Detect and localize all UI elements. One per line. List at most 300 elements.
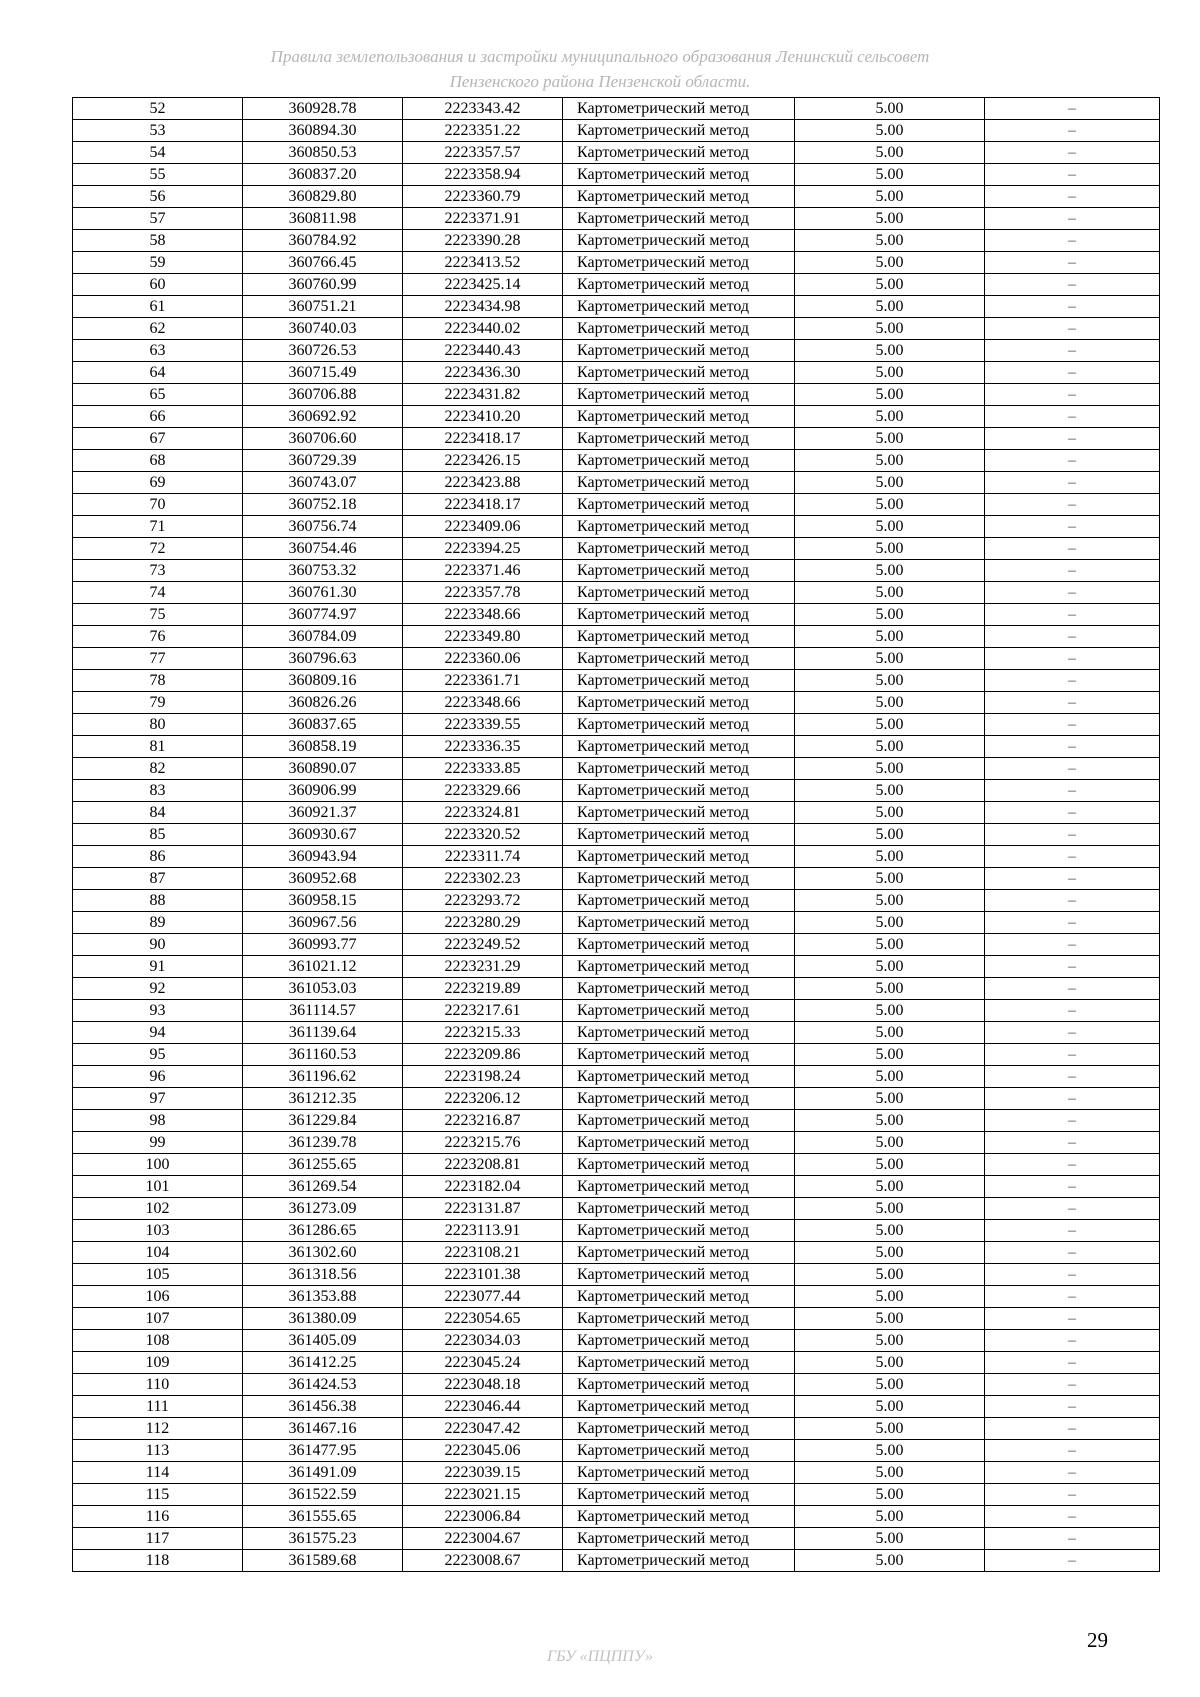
- accuracy-cell: 5.00: [795, 1418, 985, 1440]
- note-cell: –: [985, 296, 1160, 318]
- y-coordinate-cell: 2223357.78: [403, 582, 563, 604]
- y-coordinate-cell: 2223108.21: [403, 1242, 563, 1264]
- accuracy-cell: 5.00: [795, 978, 985, 1000]
- point-number-cell: 81: [73, 736, 243, 758]
- y-coordinate-cell: 2223434.98: [403, 296, 563, 318]
- note-cell: –: [985, 362, 1160, 384]
- note-cell: –: [985, 1264, 1160, 1286]
- point-number-cell: 52: [73, 98, 243, 120]
- point-number-cell: 99: [73, 1132, 243, 1154]
- accuracy-cell: 5.00: [795, 1396, 985, 1418]
- accuracy-cell: 5.00: [795, 1330, 985, 1352]
- table-row: [73, 186, 1160, 208]
- table-row: [73, 340, 1160, 362]
- point-number-cell: 104: [73, 1242, 243, 1264]
- y-coordinate-cell: 2223349.80: [403, 626, 563, 648]
- note-cell: –: [985, 802, 1160, 824]
- accuracy-cell: 5.00: [795, 1484, 985, 1506]
- accuracy-cell: 5.00: [795, 780, 985, 802]
- y-coordinate-cell: 2223390.28: [403, 230, 563, 252]
- note-cell: –: [985, 186, 1160, 208]
- y-coordinate-cell: 2223413.52: [403, 252, 563, 274]
- point-number-cell: 53: [73, 120, 243, 142]
- note-cell: –: [985, 582, 1160, 604]
- x-coordinate-cell: 361269.54: [243, 1176, 403, 1198]
- y-coordinate-cell: 2223425.14: [403, 274, 563, 296]
- x-coordinate-cell: 361255.65: [243, 1154, 403, 1176]
- note-cell: –: [985, 538, 1160, 560]
- y-coordinate-cell: 2223101.38: [403, 1264, 563, 1286]
- table-row: [73, 1308, 1160, 1330]
- x-coordinate-cell: 360756.74: [243, 516, 403, 538]
- accuracy-cell: 5.00: [795, 824, 985, 846]
- y-coordinate-cell: 2223302.23: [403, 868, 563, 890]
- note-cell: –: [985, 1462, 1160, 1484]
- x-coordinate-cell: 360729.39: [243, 450, 403, 472]
- accuracy-cell: 5.00: [795, 252, 985, 274]
- x-coordinate-cell: 360890.07: [243, 758, 403, 780]
- note-cell: –: [985, 516, 1160, 538]
- x-coordinate-cell: 361589.68: [243, 1550, 403, 1572]
- note-cell: –: [985, 868, 1160, 890]
- note-cell: –: [985, 1308, 1160, 1330]
- x-coordinate-cell: 360752.18: [243, 494, 403, 516]
- accuracy-cell: 5.00: [795, 626, 985, 648]
- note-cell: –: [985, 230, 1160, 252]
- accuracy-cell: 5.00: [795, 1462, 985, 1484]
- method-cell: Картометрический метод: [563, 318, 795, 340]
- table-row: [73, 1000, 1160, 1022]
- accuracy-cell: 5.00: [795, 890, 985, 912]
- method-cell: Картометрический метод: [563, 582, 795, 604]
- table-row: [73, 1352, 1160, 1374]
- method-cell: Картометрический метод: [563, 1352, 795, 1374]
- point-number-cell: 103: [73, 1220, 243, 1242]
- note-cell: –: [985, 120, 1160, 142]
- note-cell: –: [985, 472, 1160, 494]
- point-number-cell: 113: [73, 1440, 243, 1462]
- table-row: [73, 406, 1160, 428]
- accuracy-cell: 5.00: [795, 670, 985, 692]
- note-cell: –: [985, 494, 1160, 516]
- method-cell: Картометрический метод: [563, 450, 795, 472]
- point-number-cell: 79: [73, 692, 243, 714]
- point-number-cell: 80: [73, 714, 243, 736]
- x-coordinate-cell: 360858.19: [243, 736, 403, 758]
- y-coordinate-cell: 2223215.76: [403, 1132, 563, 1154]
- method-cell: Картометрический метод: [563, 274, 795, 296]
- method-cell: Картометрический метод: [563, 1484, 795, 1506]
- y-coordinate-cell: 2223336.35: [403, 736, 563, 758]
- x-coordinate-cell: 360784.09: [243, 626, 403, 648]
- y-coordinate-cell: 2223351.22: [403, 120, 563, 142]
- table-row: [73, 912, 1160, 934]
- x-coordinate-cell: 360766.45: [243, 252, 403, 274]
- x-coordinate-cell: 360740.03: [243, 318, 403, 340]
- y-coordinate-cell: 2223131.87: [403, 1198, 563, 1220]
- method-cell: Картометрический метод: [563, 1418, 795, 1440]
- note-cell: –: [985, 1352, 1160, 1374]
- accuracy-cell: 5.00: [795, 846, 985, 868]
- note-cell: –: [985, 758, 1160, 780]
- y-coordinate-cell: 2223329.66: [403, 780, 563, 802]
- x-coordinate-cell: 361412.25: [243, 1352, 403, 1374]
- table-row: [73, 802, 1160, 824]
- y-coordinate-cell: 2223371.46: [403, 560, 563, 582]
- accuracy-cell: 5.00: [795, 1264, 985, 1286]
- point-number-cell: 86: [73, 846, 243, 868]
- note-cell: –: [985, 428, 1160, 450]
- point-number-cell: 57: [73, 208, 243, 230]
- x-coordinate-cell: 361467.16: [243, 1418, 403, 1440]
- note-cell: –: [985, 670, 1160, 692]
- note-cell: –: [985, 824, 1160, 846]
- accuracy-cell: 5.00: [795, 560, 985, 582]
- method-cell: Картометрический метод: [563, 362, 795, 384]
- accuracy-cell: 5.00: [795, 384, 985, 406]
- table-row: [73, 1242, 1160, 1264]
- x-coordinate-cell: 360784.92: [243, 230, 403, 252]
- method-cell: Картометрический метод: [563, 1220, 795, 1242]
- method-cell: Картометрический метод: [563, 868, 795, 890]
- x-coordinate-cell: 361286.65: [243, 1220, 403, 1242]
- y-coordinate-cell: 2223293.72: [403, 890, 563, 912]
- note-cell: –: [985, 1286, 1160, 1308]
- method-cell: Картометрический метод: [563, 296, 795, 318]
- point-number-cell: 67: [73, 428, 243, 450]
- method-cell: Картометрический метод: [563, 1528, 795, 1550]
- table-row: [73, 868, 1160, 890]
- method-cell: Картометрический метод: [563, 560, 795, 582]
- y-coordinate-cell: 2223436.30: [403, 362, 563, 384]
- page-header: [0, 44, 1200, 94]
- y-coordinate-cell: 2223358.94: [403, 164, 563, 186]
- table-row: [73, 648, 1160, 670]
- table-row: [73, 758, 1160, 780]
- accuracy-cell: 5.00: [795, 98, 985, 120]
- y-coordinate-cell: 2223077.44: [403, 1286, 563, 1308]
- x-coordinate-cell: 360829.80: [243, 186, 403, 208]
- note-cell: –: [985, 340, 1160, 362]
- x-coordinate-cell: 360826.26: [243, 692, 403, 714]
- note-cell: –: [985, 692, 1160, 714]
- table-row: [73, 956, 1160, 978]
- note-cell: –: [985, 1154, 1160, 1176]
- table-row: [73, 582, 1160, 604]
- point-number-cell: 64: [73, 362, 243, 384]
- method-cell: Картометрический метод: [563, 1242, 795, 1264]
- y-coordinate-cell: 2223034.03: [403, 1330, 563, 1352]
- note-cell: –: [985, 1506, 1160, 1528]
- coordinates-table: [72, 97, 1160, 1572]
- table-row: [73, 1044, 1160, 1066]
- y-coordinate-cell: 2223208.81: [403, 1154, 563, 1176]
- accuracy-cell: 5.00: [795, 1440, 985, 1462]
- page-number: 29: [1087, 1628, 1108, 1652]
- x-coordinate-cell: 361353.88: [243, 1286, 403, 1308]
- table-row: [73, 362, 1160, 384]
- note-cell: –: [985, 1110, 1160, 1132]
- accuracy-cell: 5.00: [795, 362, 985, 384]
- page-footer: ГБУ «ПЦППУ»: [546, 1648, 654, 1665]
- method-cell: Картометрический метод: [563, 648, 795, 670]
- point-number-cell: 69: [73, 472, 243, 494]
- table-row: [73, 296, 1160, 318]
- accuracy-cell: 5.00: [795, 648, 985, 670]
- table-row: [73, 1022, 1160, 1044]
- y-coordinate-cell: 2223348.66: [403, 604, 563, 626]
- method-cell: Картометрический метод: [563, 252, 795, 274]
- point-number-cell: 74: [73, 582, 243, 604]
- table-row: [73, 626, 1160, 648]
- point-number-cell: 94: [73, 1022, 243, 1044]
- table-row: [73, 780, 1160, 802]
- accuracy-cell: 5.00: [795, 1198, 985, 1220]
- accuracy-cell: 5.00: [795, 582, 985, 604]
- point-number-cell: 61: [73, 296, 243, 318]
- accuracy-cell: 5.00: [795, 912, 985, 934]
- y-coordinate-cell: 2223182.04: [403, 1176, 563, 1198]
- x-coordinate-cell: 360837.65: [243, 714, 403, 736]
- method-cell: Картометрический метод: [563, 604, 795, 626]
- method-cell: Картометрический метод: [563, 428, 795, 450]
- accuracy-cell: 5.00: [795, 1110, 985, 1132]
- point-number-cell: 60: [73, 274, 243, 296]
- point-number-cell: 54: [73, 142, 243, 164]
- note-cell: –: [985, 604, 1160, 626]
- x-coordinate-cell: 361477.95: [243, 1440, 403, 1462]
- point-number-cell: 98: [73, 1110, 243, 1132]
- table-row: [73, 714, 1160, 736]
- y-coordinate-cell: 2223039.15: [403, 1462, 563, 1484]
- method-cell: Картометрический метод: [563, 912, 795, 934]
- point-number-cell: 82: [73, 758, 243, 780]
- y-coordinate-cell: 2223216.87: [403, 1110, 563, 1132]
- method-cell: Картометрический метод: [563, 516, 795, 538]
- note-cell: –: [985, 450, 1160, 472]
- table-row: [73, 428, 1160, 450]
- method-cell: Картометрический метод: [563, 1110, 795, 1132]
- y-coordinate-cell: 2223423.88: [403, 472, 563, 494]
- x-coordinate-cell: 361555.65: [243, 1506, 403, 1528]
- method-cell: Картометрический метод: [563, 1154, 795, 1176]
- accuracy-cell: 5.00: [795, 274, 985, 296]
- y-coordinate-cell: 2223021.15: [403, 1484, 563, 1506]
- point-number-cell: 71: [73, 516, 243, 538]
- point-number-cell: 70: [73, 494, 243, 516]
- table-row: [73, 208, 1160, 230]
- x-coordinate-cell: 360993.77: [243, 934, 403, 956]
- note-cell: –: [985, 1044, 1160, 1066]
- x-coordinate-cell: 360809.16: [243, 670, 403, 692]
- method-cell: Картометрический метод: [563, 472, 795, 494]
- note-cell: –: [985, 384, 1160, 406]
- accuracy-cell: 5.00: [795, 714, 985, 736]
- note-cell: –: [985, 1088, 1160, 1110]
- y-coordinate-cell: 2223418.17: [403, 428, 563, 450]
- method-cell: Картометрический метод: [563, 1506, 795, 1528]
- y-coordinate-cell: 2223004.67: [403, 1528, 563, 1550]
- accuracy-cell: 5.00: [795, 1308, 985, 1330]
- note-cell: –: [985, 1242, 1160, 1264]
- accuracy-cell: 5.00: [795, 1550, 985, 1572]
- x-coordinate-cell: 360706.60: [243, 428, 403, 450]
- point-number-cell: 111: [73, 1396, 243, 1418]
- table-row: [73, 98, 1160, 120]
- y-coordinate-cell: 2223046.44: [403, 1396, 563, 1418]
- table-row: [73, 1264, 1160, 1286]
- accuracy-cell: 5.00: [795, 934, 985, 956]
- method-cell: Картометрический метод: [563, 1264, 795, 1286]
- method-cell: Картометрический метод: [563, 538, 795, 560]
- note-cell: –: [985, 648, 1160, 670]
- x-coordinate-cell: 360850.53: [243, 142, 403, 164]
- y-coordinate-cell: 2223280.29: [403, 912, 563, 934]
- x-coordinate-cell: 360715.49: [243, 362, 403, 384]
- note-cell: –: [985, 274, 1160, 296]
- accuracy-cell: 5.00: [795, 164, 985, 186]
- accuracy-cell: 5.00: [795, 1176, 985, 1198]
- y-coordinate-cell: 2223206.12: [403, 1088, 563, 1110]
- x-coordinate-cell: 361318.56: [243, 1264, 403, 1286]
- table-row: [73, 890, 1160, 912]
- table-row: [73, 230, 1160, 252]
- accuracy-cell: 5.00: [795, 692, 985, 714]
- y-coordinate-cell: 2223217.61: [403, 1000, 563, 1022]
- accuracy-cell: 5.00: [795, 318, 985, 340]
- table-row: [73, 1110, 1160, 1132]
- table-row: [73, 824, 1160, 846]
- note-cell: –: [985, 736, 1160, 758]
- point-number-cell: 112: [73, 1418, 243, 1440]
- point-number-cell: 84: [73, 802, 243, 824]
- y-coordinate-cell: 2223343.42: [403, 98, 563, 120]
- accuracy-cell: 5.00: [795, 1242, 985, 1264]
- x-coordinate-cell: 360743.07: [243, 472, 403, 494]
- method-cell: Картометрический метод: [563, 758, 795, 780]
- accuracy-cell: 5.00: [795, 1066, 985, 1088]
- method-cell: Картометрический метод: [563, 1198, 795, 1220]
- note-cell: –: [985, 98, 1160, 120]
- point-number-cell: 102: [73, 1198, 243, 1220]
- note-cell: –: [985, 934, 1160, 956]
- method-cell: Картометрический метод: [563, 1462, 795, 1484]
- accuracy-cell: 5.00: [795, 1528, 985, 1550]
- y-coordinate-cell: 2223054.65: [403, 1308, 563, 1330]
- point-number-cell: 118: [73, 1550, 243, 1572]
- point-number-cell: 109: [73, 1352, 243, 1374]
- x-coordinate-cell: 360760.99: [243, 274, 403, 296]
- y-coordinate-cell: 2223361.71: [403, 670, 563, 692]
- y-coordinate-cell: 2223333.85: [403, 758, 563, 780]
- point-number-cell: 88: [73, 890, 243, 912]
- table-row: [73, 1528, 1160, 1550]
- method-cell: Картометрический метод: [563, 1396, 795, 1418]
- method-cell: Картометрический метод: [563, 208, 795, 230]
- table-row: [73, 1132, 1160, 1154]
- method-cell: Картометрический метод: [563, 890, 795, 912]
- note-cell: –: [985, 1066, 1160, 1088]
- x-coordinate-cell: 360943.94: [243, 846, 403, 868]
- table-row: [73, 1220, 1160, 1242]
- method-cell: Картометрический метод: [563, 626, 795, 648]
- x-coordinate-cell: 360921.37: [243, 802, 403, 824]
- y-coordinate-cell: 2223418.17: [403, 494, 563, 516]
- x-coordinate-cell: 361229.84: [243, 1110, 403, 1132]
- accuracy-cell: 5.00: [795, 1286, 985, 1308]
- table-row: [73, 1418, 1160, 1440]
- point-number-cell: 76: [73, 626, 243, 648]
- x-coordinate-cell: 360894.30: [243, 120, 403, 142]
- y-coordinate-cell: 2223360.06: [403, 648, 563, 670]
- x-coordinate-cell: 361424.53: [243, 1374, 403, 1396]
- y-coordinate-cell: 2223360.79: [403, 186, 563, 208]
- table-row: [73, 736, 1160, 758]
- note-cell: –: [985, 626, 1160, 648]
- point-number-cell: 56: [73, 186, 243, 208]
- table-row: [73, 670, 1160, 692]
- method-cell: Картометрический метод: [563, 1132, 795, 1154]
- y-coordinate-cell: 2223045.06: [403, 1440, 563, 1462]
- note-cell: –: [985, 1440, 1160, 1462]
- method-cell: Картометрический метод: [563, 98, 795, 120]
- table-row: [73, 1330, 1160, 1352]
- x-coordinate-cell: 360958.15: [243, 890, 403, 912]
- note-cell: –: [985, 1000, 1160, 1022]
- point-number-cell: 58: [73, 230, 243, 252]
- accuracy-cell: 5.00: [795, 1506, 985, 1528]
- table-row: [73, 1286, 1160, 1308]
- method-cell: Картометрический метод: [563, 934, 795, 956]
- table-row: [73, 318, 1160, 340]
- method-cell: Картометрический метод: [563, 692, 795, 714]
- point-number-cell: 107: [73, 1308, 243, 1330]
- y-coordinate-cell: 2223198.24: [403, 1066, 563, 1088]
- accuracy-cell: 5.00: [795, 1374, 985, 1396]
- x-coordinate-cell: 360967.56: [243, 912, 403, 934]
- point-number-cell: 83: [73, 780, 243, 802]
- accuracy-cell: 5.00: [795, 186, 985, 208]
- x-coordinate-cell: 360837.20: [243, 164, 403, 186]
- accuracy-cell: 5.00: [795, 1000, 985, 1022]
- note-cell: –: [985, 1132, 1160, 1154]
- table-row: [73, 120, 1160, 142]
- y-coordinate-cell: 2223410.20: [403, 406, 563, 428]
- method-cell: Картометрический метод: [563, 1286, 795, 1308]
- x-coordinate-cell: 361575.23: [243, 1528, 403, 1550]
- y-coordinate-cell: 2223426.15: [403, 450, 563, 472]
- note-cell: –: [985, 208, 1160, 230]
- y-coordinate-cell: 2223440.02: [403, 318, 563, 340]
- method-cell: Картометрический метод: [563, 142, 795, 164]
- accuracy-cell: 5.00: [795, 296, 985, 318]
- accuracy-cell: 5.00: [795, 604, 985, 626]
- note-cell: –: [985, 956, 1160, 978]
- y-coordinate-cell: 2223215.33: [403, 1022, 563, 1044]
- table-row: [73, 516, 1160, 538]
- y-coordinate-cell: 2223249.52: [403, 934, 563, 956]
- point-number-cell: 66: [73, 406, 243, 428]
- accuracy-cell: 5.00: [795, 120, 985, 142]
- x-coordinate-cell: 361491.09: [243, 1462, 403, 1484]
- method-cell: Картометрический метод: [563, 1176, 795, 1198]
- method-cell: Картометрический метод: [563, 736, 795, 758]
- accuracy-cell: 5.00: [795, 868, 985, 890]
- point-number-cell: 78: [73, 670, 243, 692]
- point-number-cell: 108: [73, 1330, 243, 1352]
- accuracy-cell: 5.00: [795, 516, 985, 538]
- x-coordinate-cell: 361522.59: [243, 1484, 403, 1506]
